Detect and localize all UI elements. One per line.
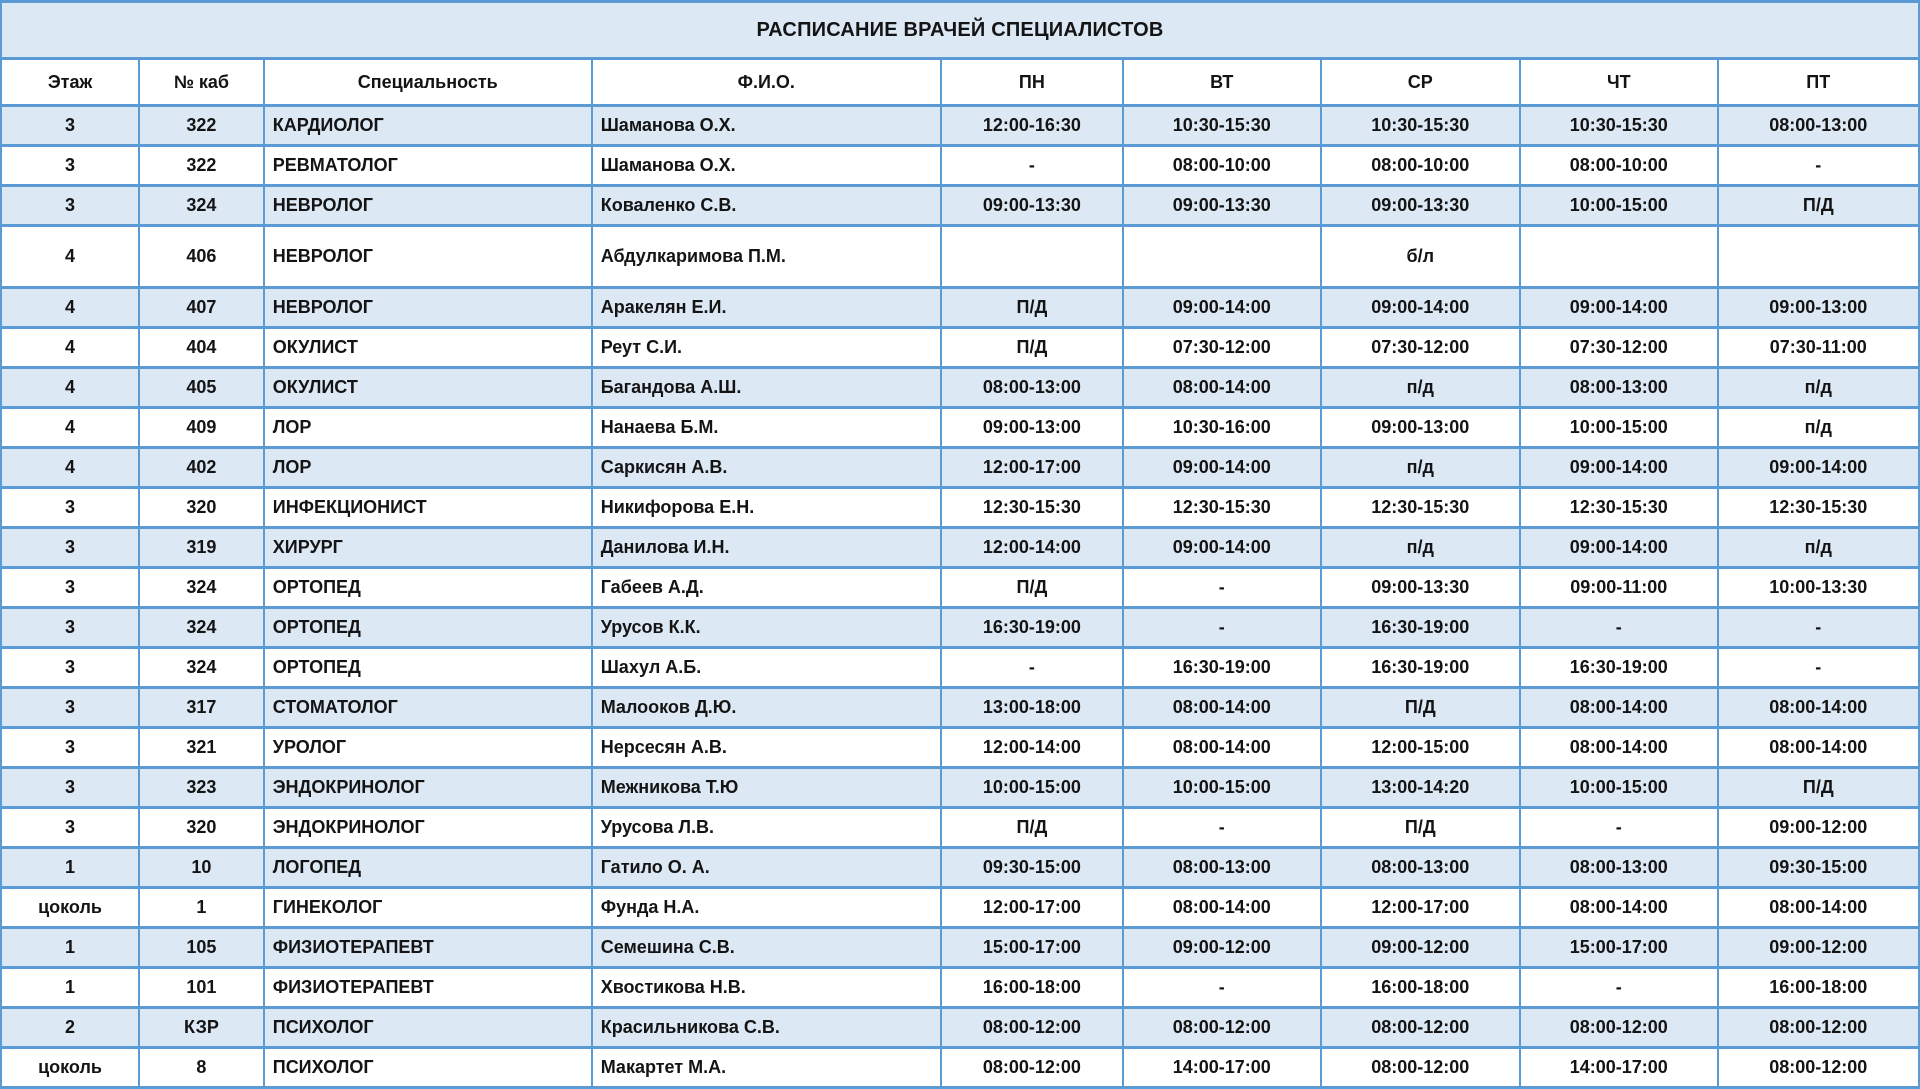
schedule-cell-thu: 09:00-14:00: [1520, 288, 1718, 328]
room-cell: 317: [139, 688, 264, 728]
schedule-cell-fri: П/Д: [1718, 186, 1919, 226]
specialty-cell: НЕВРОЛОГ: [264, 186, 592, 226]
schedule-cell-mon: 12:00-14:00: [941, 728, 1123, 768]
schedule-cell-wed: 09:00-13:00: [1321, 408, 1520, 448]
schedule-cell-thu: 10:00-15:00: [1520, 768, 1718, 808]
schedule-cell-mon: -: [941, 648, 1123, 688]
name-cell: Шахул А.Б.: [592, 648, 941, 688]
column-header-thu: ЧТ: [1520, 59, 1718, 106]
room-cell: 409: [139, 408, 264, 448]
table-row: [1, 488, 1919, 528]
floor-cell: 3: [1, 186, 139, 226]
schedule-cell-mon: 08:00-12:00: [941, 1048, 1123, 1088]
name-cell: Реут С.И.: [592, 328, 941, 368]
page-title: РАСПИСАНИЕ ВРАЧЕЙ СПЕЦИАЛИСТОВ: [1, 2, 1919, 59]
floor-cell: 2: [1, 1008, 139, 1048]
schedule-cell-tue: -: [1123, 568, 1321, 608]
schedule-cell-mon: 09:00-13:00: [941, 408, 1123, 448]
schedule-cell-tue: 08:00-14:00: [1123, 368, 1321, 408]
schedule-cell-tue: 08:00-10:00: [1123, 146, 1321, 186]
room-cell: 324: [139, 648, 264, 688]
specialty-cell: ИНФЕКЦИОНИСТ: [264, 488, 592, 528]
schedule-cell-thu: 12:30-15:30: [1520, 488, 1718, 528]
specialty-cell: ОРТОПЕД: [264, 648, 592, 688]
schedule-cell-tue: 07:30-12:00: [1123, 328, 1321, 368]
name-cell: Шаманова О.Х.: [592, 106, 941, 146]
schedule-cell-mon: 12:00-17:00: [941, 888, 1123, 928]
floor-cell: 4: [1, 368, 139, 408]
floor-cell: 4: [1, 408, 139, 448]
schedule-cell-thu: 09:00-14:00: [1520, 448, 1718, 488]
room-cell: 1: [139, 888, 264, 928]
specialty-cell: ОКУЛИСТ: [264, 328, 592, 368]
column-header-mon: ПН: [941, 59, 1123, 106]
specialty-cell: ЭНДОКРИНОЛОГ: [264, 768, 592, 808]
schedule-cell-thu: 08:00-10:00: [1520, 146, 1718, 186]
schedule-cell-mon: 12:00-17:00: [941, 448, 1123, 488]
room-cell: 404: [139, 328, 264, 368]
name-cell: Нерсесян А.В.: [592, 728, 941, 768]
name-cell: Малооков Д.Ю.: [592, 688, 941, 728]
schedule-cell-fri: 08:00-12:00: [1718, 1008, 1919, 1048]
room-cell: 324: [139, 608, 264, 648]
floor-cell: 3: [1, 528, 139, 568]
floor-cell: цоколь: [1, 1048, 139, 1088]
schedule-cell-thu: 10:00-15:00: [1520, 186, 1718, 226]
table-row: [1, 368, 1919, 408]
floor-cell: 4: [1, 226, 139, 288]
schedule-cell-tue: -: [1123, 968, 1321, 1008]
table-row: [1, 728, 1919, 768]
floor-cell: 3: [1, 608, 139, 648]
floor-cell: 3: [1, 728, 139, 768]
schedule-cell-mon: П/Д: [941, 568, 1123, 608]
schedule-cell-fri: -: [1718, 608, 1919, 648]
schedule-cell-tue: 10:00-15:00: [1123, 768, 1321, 808]
schedule-cell-wed: 08:00-10:00: [1321, 146, 1520, 186]
schedule-cell-mon: 13:00-18:00: [941, 688, 1123, 728]
schedule-cell-fri: 09:30-15:00: [1718, 848, 1919, 888]
schedule-cell-thu: 08:00-14:00: [1520, 888, 1718, 928]
schedule-cell-wed: 07:30-12:00: [1321, 328, 1520, 368]
schedule-cell-fri: 08:00-14:00: [1718, 728, 1919, 768]
schedule-cell-mon: П/Д: [941, 288, 1123, 328]
schedule-cell-wed: 16:00-18:00: [1321, 968, 1520, 1008]
schedule-cell-mon: 15:00-17:00: [941, 928, 1123, 968]
table-row: [1, 928, 1919, 968]
schedule-cell-tue: 12:30-15:30: [1123, 488, 1321, 528]
name-cell: Багандова А.Ш.: [592, 368, 941, 408]
schedule-cell-wed: п/д: [1321, 448, 1520, 488]
specialty-cell: ЛОР: [264, 448, 592, 488]
specialty-cell: РЕВМАТОЛОГ: [264, 146, 592, 186]
name-cell: Макартет М.А.: [592, 1048, 941, 1088]
column-header-name: Ф.И.О.: [592, 59, 941, 106]
schedule-cell-mon: 08:00-12:00: [941, 1008, 1123, 1048]
name-cell: Урусов К.К.: [592, 608, 941, 648]
room-cell: 105: [139, 928, 264, 968]
floor-cell: 3: [1, 106, 139, 146]
name-cell: Фунда Н.А.: [592, 888, 941, 928]
schedule-cell-wed: п/д: [1321, 368, 1520, 408]
table-row: [1, 528, 1919, 568]
column-header-floor: Этаж: [1, 59, 139, 106]
schedule-cell-mon: П/Д: [941, 808, 1123, 848]
schedule-cell-tue: 09:00-14:00: [1123, 448, 1321, 488]
room-cell: КЗР: [139, 1008, 264, 1048]
schedule-cell-wed: 09:00-14:00: [1321, 288, 1520, 328]
schedule-cell-wed: 08:00-13:00: [1321, 848, 1520, 888]
schedule-cell-fri: п/д: [1718, 528, 1919, 568]
room-cell: 319: [139, 528, 264, 568]
floor-cell: 1: [1, 968, 139, 1008]
specialty-cell: ФИЗИОТЕРАПЕВТ: [264, 968, 592, 1008]
schedule-cell-mon: 12:00-14:00: [941, 528, 1123, 568]
room-cell: 406: [139, 226, 264, 288]
specialty-cell: ЛОР: [264, 408, 592, 448]
schedule-cell-thu: -: [1520, 608, 1718, 648]
specialty-cell: ХИРУРГ: [264, 528, 592, 568]
table-row: [1, 608, 1919, 648]
floor-cell: 3: [1, 768, 139, 808]
schedule-cell-tue: -: [1123, 608, 1321, 648]
floor-cell: 3: [1, 808, 139, 848]
schedule-cell-wed: 09:00-13:30: [1321, 568, 1520, 608]
floor-cell: 3: [1, 688, 139, 728]
table-row: [1, 186, 1919, 226]
room-cell: 323: [139, 768, 264, 808]
schedule-cell-mon: 09:00-13:30: [941, 186, 1123, 226]
schedule-cell-tue: 14:00-17:00: [1123, 1048, 1321, 1088]
schedule-cell-wed: П/Д: [1321, 808, 1520, 848]
schedule-cell-thu: [1520, 226, 1718, 288]
floor-cell: 1: [1, 928, 139, 968]
specialty-cell: ГИНЕКОЛОГ: [264, 888, 592, 928]
schedule-cell-mon: [941, 226, 1123, 288]
specialty-cell: ЛОГОПЕД: [264, 848, 592, 888]
name-cell: Габеев А.Д.: [592, 568, 941, 608]
schedule-cell-thu: 10:30-15:30: [1520, 106, 1718, 146]
table-row: [1, 106, 1919, 146]
schedule-cell-fri: П/Д: [1718, 768, 1919, 808]
schedule-cell-thu: 10:00-15:00: [1520, 408, 1718, 448]
schedule-cell-thu: 09:00-14:00: [1520, 528, 1718, 568]
room-cell: 101: [139, 968, 264, 1008]
column-header-room: № каб: [139, 59, 264, 106]
schedule-cell-wed: 12:00-17:00: [1321, 888, 1520, 928]
table-row: [1, 568, 1919, 608]
schedule-cell-fri: 08:00-13:00: [1718, 106, 1919, 146]
table-row: [1, 768, 1919, 808]
schedule-cell-tue: [1123, 226, 1321, 288]
schedule-cell-wed: 13:00-14:20: [1321, 768, 1520, 808]
schedule-cell-fri: 09:00-14:00: [1718, 448, 1919, 488]
schedule-cell-tue: 09:00-13:30: [1123, 186, 1321, 226]
table-row: [1, 968, 1919, 1008]
schedule-cell-tue: 16:30-19:00: [1123, 648, 1321, 688]
schedule-cell-tue: 09:00-14:00: [1123, 288, 1321, 328]
schedule-cell-wed: 12:00-15:00: [1321, 728, 1520, 768]
floor-cell: 4: [1, 328, 139, 368]
specialty-cell: НЕВРОЛОГ: [264, 226, 592, 288]
floor-cell: 3: [1, 146, 139, 186]
schedule-cell-fri: п/д: [1718, 368, 1919, 408]
schedule-cell-wed: п/д: [1321, 528, 1520, 568]
column-header-tue: ВТ: [1123, 59, 1321, 106]
name-cell: Абдулкаримова П.М.: [592, 226, 941, 288]
schedule-cell-tue: -: [1123, 808, 1321, 848]
schedule-cell-fri: 09:00-12:00: [1718, 808, 1919, 848]
schedule-cell-fri: 09:00-13:00: [1718, 288, 1919, 328]
specialty-cell: ОРТОПЕД: [264, 608, 592, 648]
schedule-cell-tue: 08:00-14:00: [1123, 688, 1321, 728]
specialty-cell: ПСИХОЛОГ: [264, 1008, 592, 1048]
room-cell: 320: [139, 488, 264, 528]
name-cell: Саркисян А.В.: [592, 448, 941, 488]
schedule-cell-thu: 08:00-13:00: [1520, 848, 1718, 888]
room-cell: 324: [139, 568, 264, 608]
schedule-cell-wed: 10:30-15:30: [1321, 106, 1520, 146]
table-row: [1, 648, 1919, 688]
specialty-cell: ОКУЛИСТ: [264, 368, 592, 408]
schedule-cell-fri: 07:30-11:00: [1718, 328, 1919, 368]
name-cell: Никифорова Е.Н.: [592, 488, 941, 528]
schedule-cell-fri: [1718, 226, 1919, 288]
floor-cell: 3: [1, 488, 139, 528]
schedule-cell-mon: 10:00-15:00: [941, 768, 1123, 808]
name-cell: Данилова И.Н.: [592, 528, 941, 568]
schedule-cell-fri: -: [1718, 648, 1919, 688]
schedule-cell-tue: 09:00-14:00: [1123, 528, 1321, 568]
schedule-cell-mon: П/Д: [941, 328, 1123, 368]
schedule-cell-tue: 08:00-13:00: [1123, 848, 1321, 888]
schedule-cell-fri: 08:00-14:00: [1718, 888, 1919, 928]
room-cell: 405: [139, 368, 264, 408]
schedule-cell-thu: -: [1520, 808, 1718, 848]
schedule-cell-wed: 12:30-15:30: [1321, 488, 1520, 528]
schedule-cell-thu: -: [1520, 968, 1718, 1008]
table-row: [1, 408, 1919, 448]
schedule-cell-wed: 08:00-12:00: [1321, 1008, 1520, 1048]
schedule-cell-wed: 16:30-19:00: [1321, 608, 1520, 648]
schedule-cell-tue: 08:00-14:00: [1123, 728, 1321, 768]
schedule-cell-fri: 08:00-14:00: [1718, 688, 1919, 728]
floor-cell: 1: [1, 848, 139, 888]
room-cell: 320: [139, 808, 264, 848]
name-cell: Гатило О. А.: [592, 848, 941, 888]
name-cell: Красильникова С.В.: [592, 1008, 941, 1048]
schedule-cell-thu: 08:00-14:00: [1520, 728, 1718, 768]
table-row: [1, 288, 1919, 328]
table-row: [1, 848, 1919, 888]
room-cell: 402: [139, 448, 264, 488]
table-row: [1, 688, 1919, 728]
schedule-cell-wed: 09:00-13:30: [1321, 186, 1520, 226]
schedule-cell-tue: 08:00-12:00: [1123, 1008, 1321, 1048]
table-row: [1, 328, 1919, 368]
schedule-cell-tue: 08:00-14:00: [1123, 888, 1321, 928]
room-cell: 322: [139, 146, 264, 186]
room-cell: 324: [139, 186, 264, 226]
schedule-cell-thu: 09:00-11:00: [1520, 568, 1718, 608]
floor-cell: 3: [1, 648, 139, 688]
room-cell: 8: [139, 1048, 264, 1088]
column-header-specialty: Специальность: [264, 59, 592, 106]
table-row: [1, 1048, 1919, 1088]
schedule-cell-thu: 08:00-12:00: [1520, 1008, 1718, 1048]
schedule-cell-mon: 16:00-18:00: [941, 968, 1123, 1008]
schedule-cell-tue: 09:00-12:00: [1123, 928, 1321, 968]
schedule-cell-fri: 10:00-13:30: [1718, 568, 1919, 608]
specialty-cell: СТОМАТОЛОГ: [264, 688, 592, 728]
floor-cell: цоколь: [1, 888, 139, 928]
schedule-cell-wed: б/л: [1321, 226, 1520, 288]
schedule-cell-fri: 12:30-15:30: [1718, 488, 1919, 528]
name-cell: Семешина С.В.: [592, 928, 941, 968]
specialty-cell: ФИЗИОТЕРАПЕВТ: [264, 928, 592, 968]
floor-cell: 4: [1, 288, 139, 328]
specialty-cell: КАРДИОЛОГ: [264, 106, 592, 146]
schedule-cell-fri: 09:00-12:00: [1718, 928, 1919, 968]
name-cell: Шаманова О.Х.: [592, 146, 941, 186]
specialty-cell: ПСИХОЛОГ: [264, 1048, 592, 1088]
schedule-cell-thu: 16:30-19:00: [1520, 648, 1718, 688]
specialty-cell: ЭНДОКРИНОЛОГ: [264, 808, 592, 848]
header-row: [1, 59, 1919, 106]
schedule-cell-fri: -: [1718, 146, 1919, 186]
schedule-cell-tue: 10:30-16:00: [1123, 408, 1321, 448]
table-row: [1, 888, 1919, 928]
schedule-cell-thu: 14:00-17:00: [1520, 1048, 1718, 1088]
column-header-wed: СР: [1321, 59, 1520, 106]
title-row: [1, 2, 1919, 59]
schedule-cell-mon: 16:30-19:00: [941, 608, 1123, 648]
schedule-cell-fri: 08:00-12:00: [1718, 1048, 1919, 1088]
name-cell: Коваленко С.В.: [592, 186, 941, 226]
schedule-cell-mon: 09:30-15:00: [941, 848, 1123, 888]
schedule-cell-mon: 08:00-13:00: [941, 368, 1123, 408]
specialty-cell: ОРТОПЕД: [264, 568, 592, 608]
schedule-cell-thu: 08:00-13:00: [1520, 368, 1718, 408]
schedule-cell-wed: 09:00-12:00: [1321, 928, 1520, 968]
room-cell: 322: [139, 106, 264, 146]
table-row: [1, 808, 1919, 848]
table-row: [1, 448, 1919, 488]
room-cell: 321: [139, 728, 264, 768]
table-row: [1, 146, 1919, 186]
floor-cell: 3: [1, 568, 139, 608]
room-cell: 10: [139, 848, 264, 888]
name-cell: Урусова Л.В.: [592, 808, 941, 848]
schedule-cell-wed: П/Д: [1321, 688, 1520, 728]
schedule-cell-tue: 10:30-15:30: [1123, 106, 1321, 146]
schedule-cell-thu: 07:30-12:00: [1520, 328, 1718, 368]
schedule-cell-fri: п/д: [1718, 408, 1919, 448]
schedule-cell-wed: 16:30-19:00: [1321, 648, 1520, 688]
schedule-cell-mon: -: [941, 146, 1123, 186]
specialty-cell: УРОЛОГ: [264, 728, 592, 768]
column-header-fri: ПТ: [1718, 59, 1919, 106]
specialty-cell: НЕВРОЛОГ: [264, 288, 592, 328]
schedule-cell-wed: 08:00-12:00: [1321, 1048, 1520, 1088]
schedule-cell-thu: 08:00-14:00: [1520, 688, 1718, 728]
table-row: [1, 226, 1919, 288]
name-cell: Аракелян Е.И.: [592, 288, 941, 328]
schedule-cell-mon: 12:00-16:30: [941, 106, 1123, 146]
schedule-cell-thu: 15:00-17:00: [1520, 928, 1718, 968]
name-cell: Хвостикова Н.В.: [592, 968, 941, 1008]
room-cell: 407: [139, 288, 264, 328]
name-cell: Нанаева Б.М.: [592, 408, 941, 448]
schedule-cell-mon: 12:30-15:30: [941, 488, 1123, 528]
name-cell: Межникова Т.Ю: [592, 768, 941, 808]
table-row: [1, 1008, 1919, 1048]
floor-cell: 4: [1, 448, 139, 488]
schedule-cell-fri: 16:00-18:00: [1718, 968, 1919, 1008]
